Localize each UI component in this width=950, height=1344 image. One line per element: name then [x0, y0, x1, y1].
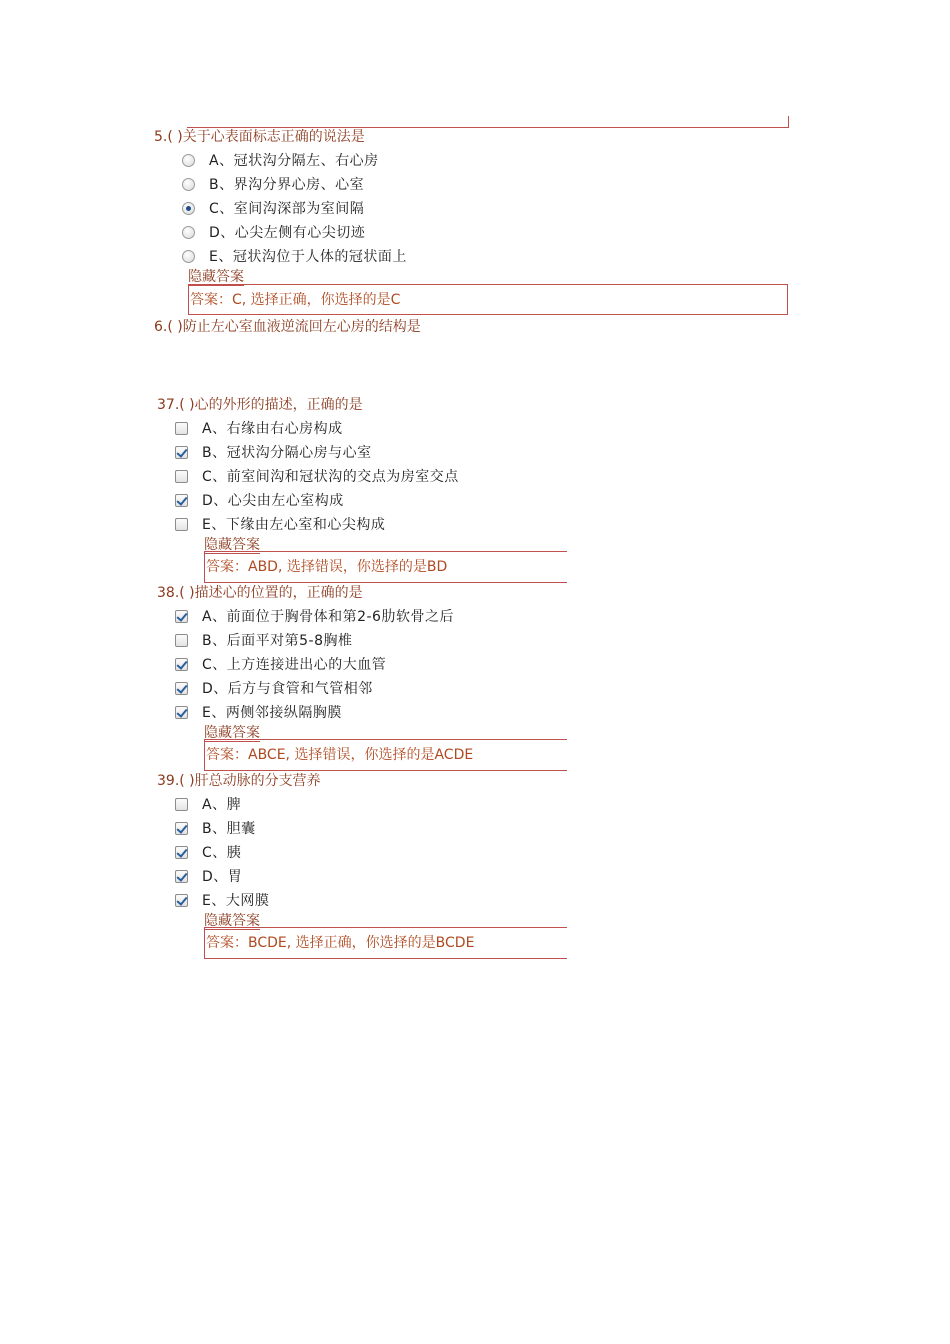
checkbox-checked[interactable] [175, 706, 188, 719]
option-e[interactable]: E、下缘由左心室和心尖构成 [175, 512, 459, 536]
question-39-options [175, 792, 269, 912]
checkbox-checked[interactable] [175, 822, 188, 835]
option-b[interactable]: B、胆囊 [175, 816, 269, 840]
hide-answer-link[interactable]: 隐藏答案 [204, 537, 260, 553]
question-37-options [175, 416, 459, 536]
checkbox-checked[interactable] [175, 682, 188, 695]
option-d[interactable]: D、心尖左侧有心尖切迹 [182, 220, 407, 244]
radio-button[interactable] [182, 226, 195, 239]
option-c[interactable]: C、胰 [175, 840, 269, 864]
answer-text: 答案：ABD, 选择错误，你选择的是BD [206, 559, 448, 575]
checkbox-checked[interactable] [175, 894, 188, 907]
option-c[interactable]: C、室间沟深部为室间隔 [182, 196, 407, 220]
question-37 [157, 396, 363, 414]
answer-text: 答案：ABCE, 选择错误，你选择的是ACDE [206, 747, 474, 763]
option-a[interactable]: A、前面位于胸骨体和第2-6肋软骨之后 [175, 604, 454, 628]
option-b[interactable]: B、冠状沟分隔心房与心室 [175, 440, 459, 464]
option-e[interactable]: E、大网膜 [175, 888, 269, 912]
option-c[interactable]: C、前室间沟和冠状沟的交点为房室交点 [175, 464, 459, 488]
question-38 [157, 584, 363, 602]
checkbox[interactable] [175, 518, 188, 531]
question-title: 39.( )肝总动脉的分支营养 [157, 773, 321, 789]
answer-box [204, 739, 567, 771]
question-title: 38.( )描述心的位置的，正确的是 [157, 585, 363, 601]
option-d[interactable]: D、胃 [175, 864, 269, 888]
question-38-options [175, 604, 454, 724]
checkbox[interactable] [175, 422, 188, 435]
checkbox[interactable] [175, 470, 188, 483]
option-d[interactable]: D、心尖由左心室构成 [175, 488, 459, 512]
checkbox-checked[interactable] [175, 610, 188, 623]
checkbox[interactable] [175, 634, 188, 647]
checkbox-checked[interactable] [175, 494, 188, 507]
option-b[interactable]: B、界沟分界心房、心室 [182, 172, 407, 196]
radio-button-selected[interactable] [182, 202, 195, 215]
radio-button[interactable] [182, 154, 195, 167]
option-b[interactable]: B、后面平对第5-8胸椎 [175, 628, 454, 652]
answer-box [188, 284, 788, 315]
option-a[interactable]: A、右缘由右心房构成 [175, 416, 459, 440]
question-5 [154, 128, 365, 146]
checkbox[interactable] [175, 798, 188, 811]
option-e[interactable]: E、冠状沟位于人体的冠状面上 [182, 244, 407, 268]
radio-button[interactable] [182, 250, 195, 263]
radio-button[interactable] [182, 178, 195, 191]
answer-box [204, 551, 567, 583]
checkbox-checked[interactable] [175, 870, 188, 883]
hide-answer-link[interactable]: 隐藏答案 [204, 913, 260, 929]
option-a[interactable]: A、脾 [175, 792, 269, 816]
question-39 [157, 772, 321, 790]
answer-text: 答案：C, 选择正确，你选择的是C [190, 292, 401, 308]
previous-answer-box-edge [187, 116, 789, 128]
question-5-options [182, 148, 407, 268]
next-question-cut-off: 6.( )防止左心室血液逆流回左心房的结构是 [154, 319, 421, 335]
checkbox-checked[interactable] [175, 658, 188, 671]
question-title: 5.( )关于心表面标志正确的说法是 [154, 129, 365, 145]
option-c[interactable]: C、上方连接进出心的大血管 [175, 652, 454, 676]
option-d[interactable]: D、后方与食管和气管相邻 [175, 676, 454, 700]
hide-answer-link[interactable]: 隐藏答案 [204, 725, 260, 741]
question-title: 37.( )心的外形的描述，正确的是 [157, 397, 363, 413]
hide-answer-link[interactable]: 隐藏答案 [188, 269, 244, 285]
option-a[interactable]: A、冠状沟分隔左、右心房 [182, 148, 407, 172]
option-e[interactable]: E、两侧邻接纵隔胸膜 [175, 700, 454, 724]
checkbox-checked[interactable] [175, 846, 188, 859]
answer-box [204, 927, 567, 959]
hide-answer-wrap [188, 266, 244, 286]
checkbox-checked[interactable] [175, 446, 188, 459]
answer-text: 答案：BCDE, 选择正确，你选择的是BCDE [206, 935, 475, 951]
